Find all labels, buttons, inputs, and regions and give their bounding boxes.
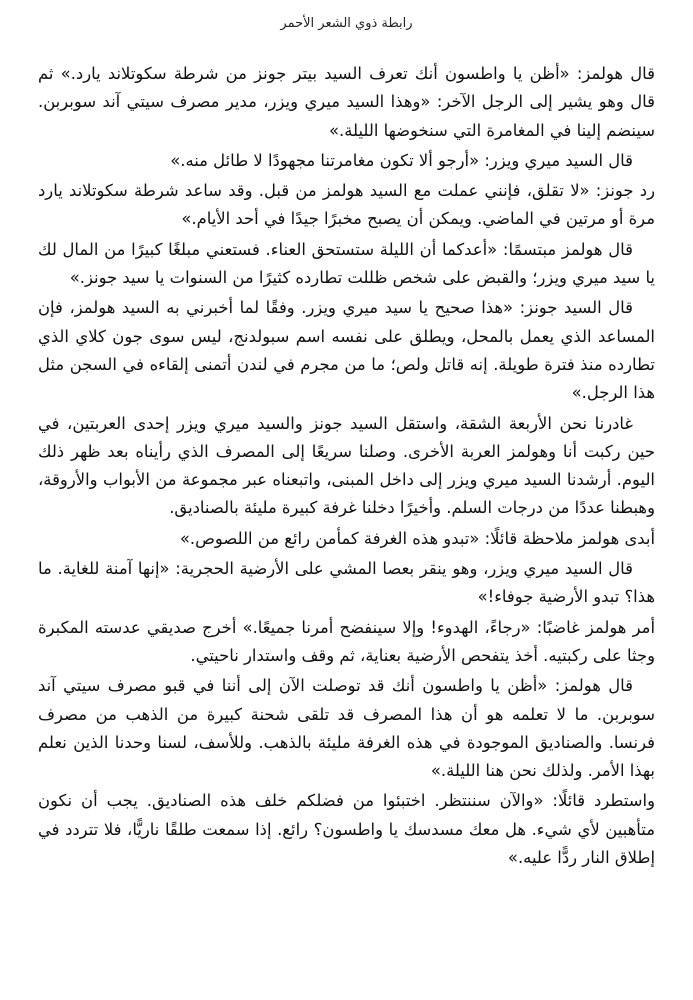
paragraph: قال السيد ميري ويزر، وهو ينقر بعصا المشي على الأرضية الحجرية: «إنها آمنة للغاية. ما هذا؟ تبدو الأرضية جوفاء!» — [38, 559, 655, 607]
paragraph: أمر هولمز غاضبًا: «رجاءً، الهدوء! وإلا سينفضح أمرنا جميعًا.» أخرج صديقي عدسته المكبرة وجثا على ركبتيه. أخذ يتفحص الأرضية بعناية، ثم وقف واستدار ناحيتي. — [38, 617, 655, 665]
paragraph: قال هولمز: «أظن يا واطسون أنك قد توصلت الآن إلى أننا في قبو مصرف سيتي آند سوبربن. ما لا تعلمه هو أن هذا المصرف قد تلقى شحنة كبيرة من الذهب من مصرف فرنسا. والصناديق الموجودة في هذه الغرفة مليئة بالذهب. وللأسف، لسنا وحدنا الذين نعلم بهذا الأمر. ولذلك نحن هنا الليلة.» — [38, 676, 655, 781]
paragraph: رد جونز: «لا تقلق، فإنني عملت مع السيد هولمز من قبل. وقد ساعد شرطة سكوتلاند يارد مرة أو مرتين في الماضي. ويمكن أن يصبح مخبرًا جيدًا في أحد الأيام.» — [38, 181, 655, 229]
running-header: رابطة ذوي الشعر الأحمر — [280, 16, 413, 31]
paragraph: قال هولمز: «أظن يا واطسون أنك تعرف السيد بيتر جونز من شرطة سكوتلاند يارد.» ثم قال وهو يشير إلى الرجل الآخر: «وهذا السيد ميري ويزر، مدير مصرف سيتي آند سوبربن. سينضم إلينا في المغامرة التي سنخوضها الليلة.» — [38, 64, 655, 140]
paragraph: أبدى هولمز ملاحظة قائلًا: «تبدو هذه الغرفة كمأمن رائع من اللصوص.» — [179, 528, 655, 548]
paragraph: قال السيد جونز: «هذا صحيح يا سيد ميري ويزر. وفقًا لما أخبرني به السيد هولمز، فإن المساعد الذي يعمل بالمحل، ويطلق على نفسه اسم سبولدنج، ليس سوى جون كلاي الذي تطارده منذ فترة طويلة. إنه قاتل ولص؛ ما من مجرم في لندن أتمنى إلقاءه في السجن مثل هذا الرجل.» — [38, 298, 655, 403]
paragraph: قال هولمز مبتسمًا: «أعدكما أن الليلة ستستحق العناء. فستعني مبلغًا كبيرًا من المال لك يا سيد ميري ويزر؛ والقبض على شخص ظللت تطارده كثيرًا من السنوات يا سيد جونز.» — [38, 239, 655, 288]
body-text — [38, 60, 655, 872]
paragraph: قال السيد ميري ويزر: «أرجو ألا تكون مغامرتنا مجهودًا لا طائل منه.» — [170, 150, 633, 170]
paragraph: غادرنا نحن الأربعة الشقة، واستقل السيد جونز والسيد ميري ويزر إحدى العربتين، في حين ركبت أنا وهولمز العربة الأخرى. وصلنا سريعًا إلى المصرف الذي رأيناه بعد ظهر ذلك اليوم. أرشدنا السيد ميري ويزر إلى داخل المبنى، واتبعناه عبر مجموعة من الأبواب والأروقة، وهبطنا عددًا من درجات السلم. وأخيرًا دخلنا غرفة كبيرة مليئة بالصناديق. — [38, 413, 655, 518]
paragraph: واستطرد قائلًا: «والآن سننتظر. اختبئوا من فضلكم خلف هذه الصناديق. يجب أن نكون متأهبين لأي شيء. هل معك مسدسك يا واطسون؟ رائع. إذا سمعت طلقًا ناريًّا، فلا تتردد في إطلاق النار ردًّا عليه.» — [38, 791, 655, 868]
